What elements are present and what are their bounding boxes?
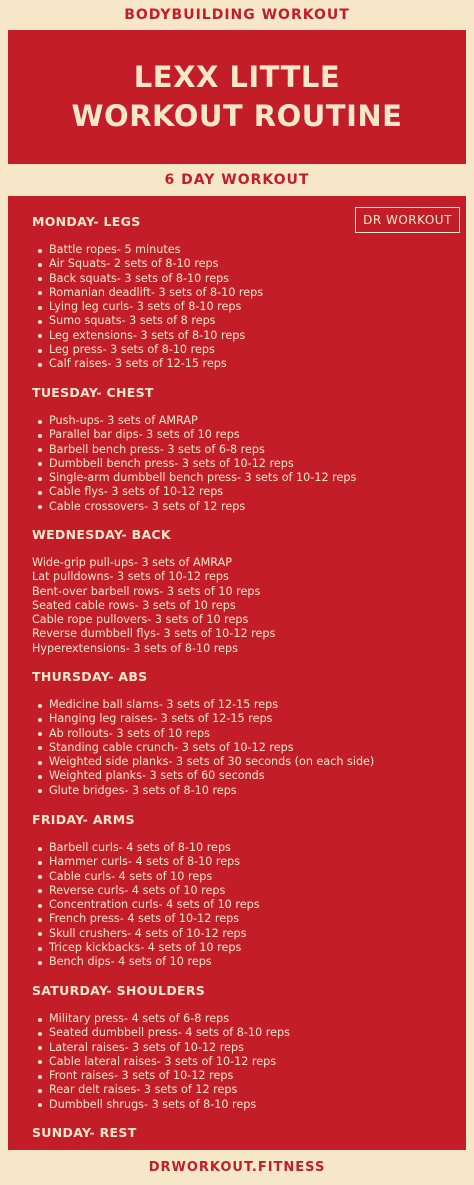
list-item: Barbell bench press- 3 sets of 6-8 reps <box>32 443 356 457</box>
brand-badge: DR WORKOUT <box>355 207 460 233</box>
list-item: Reverse dumbbell flys- 3 sets of 10-12 reps <box>32 627 276 641</box>
list-item: Bent-over barbell rows- 3 sets of 10 reps <box>32 584 261 598</box>
page-title-line-1: LEXX LITTLE <box>133 60 341 94</box>
list-item: Barbell curls- 4 sets of 8-10 reps <box>32 841 260 855</box>
day-title-tuesday: TUESDAY- CHEST <box>32 385 154 400</box>
list-item: Weighted planks- 3 sets of 60 seconds <box>32 769 374 783</box>
list-item: Cable lateral raises- 3 sets of 10-12 reps <box>32 1055 290 1069</box>
list-item: Hanging leg raises- 3 sets of 12-15 reps <box>32 712 374 726</box>
list-item: Parallel bar dips- 3 sets of 10 reps <box>32 428 356 442</box>
list-item: Battle ropes- 5 minutes <box>32 243 263 257</box>
list-item: Hammer curls- 4 sets of 8-10 reps <box>32 855 260 869</box>
list-item: Dumbbell shrugs- 3 sets of 8-10 reps <box>32 1098 290 1112</box>
exercise-list-monday <box>32 243 263 372</box>
list-item: Standing cable crunch- 3 sets of 10-12 reps <box>32 741 374 755</box>
list-item: Seated cable rows- 3 sets of 10 reps <box>32 598 236 612</box>
list-item: Weighted side planks- 3 sets of 30 seconds (on each side) <box>32 755 374 769</box>
list-item: Calf raises- 3 sets of 12-15 reps <box>32 357 263 371</box>
exercise-list-saturday <box>32 1012 290 1112</box>
list-item: Ab rollouts- 3 sets of 10 reps <box>32 727 374 741</box>
list-item: Air Squats- 2 sets of 8-10 reps <box>32 257 263 271</box>
exercise-list-tuesday <box>32 414 356 514</box>
day-title-friday: FRIDAY- ARMS <box>32 812 135 827</box>
list-item: Tricep kickbacks- 4 sets of 10 reps <box>32 941 260 955</box>
workout-panel <box>8 196 466 1150</box>
list-item: Cable rope pullovers- 3 sets of 10 reps <box>32 613 249 627</box>
day-title-sunday: SUNDAY- REST <box>32 1125 137 1140</box>
list-item: Bench dips- 4 sets of 10 reps <box>32 955 260 969</box>
day-title-saturday: SATURDAY- SHOULDERS <box>32 983 206 998</box>
list-item: Cable flys- 3 sets of 10-12 reps <box>32 485 356 499</box>
list-item: Rear delt raises- 3 sets of 12 reps <box>32 1083 290 1097</box>
list-item: Reverse curls- 4 sets of 10 reps <box>32 884 260 898</box>
list-item: Glute bridges- 3 sets of 8-10 reps <box>32 784 374 798</box>
list-item: Lat pulldowns- 3 sets of 10-12 reps <box>32 570 229 584</box>
subtitle: 6 DAY WORKOUT <box>164 172 310 188</box>
list-item: Concentration curls- 4 sets of 10 reps <box>32 898 260 912</box>
title-block <box>8 30 466 164</box>
list-item: French press- 4 sets of 10-12 reps <box>32 912 260 926</box>
list-item: Cable curls- 4 sets of 10 reps <box>32 870 260 884</box>
top-label: BODYBUILDING WORKOUT <box>124 7 350 23</box>
exercise-list-thursday <box>32 698 374 798</box>
exercise-list-friday <box>32 841 260 970</box>
list-item: Cable crossovers- 3 sets of 12 reps <box>32 500 356 514</box>
list-item: Front raises- 3 sets of 10-12 reps <box>32 1069 290 1083</box>
list-item: Dumbbell bench press- 3 sets of 10-12 reps <box>32 457 356 471</box>
list-item: Single-arm dumbbell bench press- 3 sets of 10-12 reps <box>32 471 356 485</box>
list-item: Wide-grip pull-ups- 3 sets of AMRAP <box>32 556 232 569</box>
list-item: Medicine ball slams- 3 sets of 12-15 reps <box>32 698 374 712</box>
list-item: Push-ups- 3 sets of AMRAP <box>32 414 356 428</box>
list-item: Seated dumbbell press- 4 sets of 8-10 reps <box>32 1026 290 1040</box>
day-title-wednesday: WEDNESDAY- BACK <box>32 527 171 542</box>
list-item: Lying leg curls- 3 sets of 8-10 reps <box>32 300 263 314</box>
list-item: Lateral raises- 3 sets of 10-12 reps <box>32 1041 290 1055</box>
list-item: Military press- 4 sets of 6-8 reps <box>32 1012 290 1026</box>
page-title-line-2: WORKOUT ROUTINE <box>71 99 403 133</box>
day-title-monday: MONDAY- LEGS <box>32 214 141 229</box>
list-item: Sumo squats- 3 sets of 8 reps <box>32 314 263 328</box>
day-title-thursday: THURSDAY- ABS <box>32 669 148 684</box>
list-item: Leg press- 3 sets of 8-10 reps <box>32 343 263 357</box>
list-item: Leg extensions- 3 sets of 8-10 reps <box>32 329 263 343</box>
exercise-list-wednesday <box>32 556 275 656</box>
list-item: Skull crushers- 4 sets of 10-12 reps <box>32 927 260 941</box>
list-item: Back squats- 3 sets of 8-10 reps <box>32 272 263 286</box>
list-item: Hyperextensions- 3 sets of 8-10 reps <box>32 641 238 655</box>
footer-url: DRWORKOUT.FITNESS <box>148 1160 326 1175</box>
list-item: Romanian deadlift- 3 sets of 8-10 reps <box>32 286 263 300</box>
